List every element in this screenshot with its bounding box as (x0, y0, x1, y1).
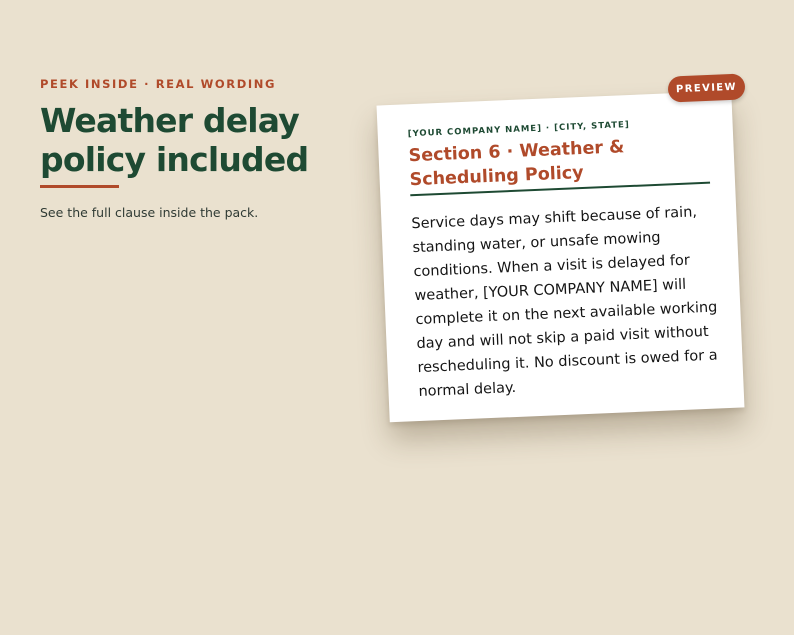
preview-badge: PREVIEW (667, 73, 745, 102)
subtitle-text: See the full clause inside the pack. (40, 205, 259, 220)
card-surface (377, 91, 745, 423)
page-title: Weather delay policy included (40, 101, 309, 179)
eyebrow-label: PEEK INSIDE · REAL WORDING (40, 77, 277, 91)
section-title: Section 6 · Weather & Scheduling Policy (408, 137, 625, 191)
policy-clause-text: Service days may shift because of rain, standing water, or unsafe mowing conditions. When a visit is delayed for weather, [YOUR COMPANY NAME] will complete it on the next available working day and will not skip a paid visit without rescheduling it. No discount is owed for a normal delay. (411, 204, 718, 401)
accent-divider (40, 185, 119, 188)
company-placeholder-line: [YOUR COMPANY NAME] · [CITY, STATE] (407, 119, 630, 140)
policy-preview-card (377, 91, 745, 423)
